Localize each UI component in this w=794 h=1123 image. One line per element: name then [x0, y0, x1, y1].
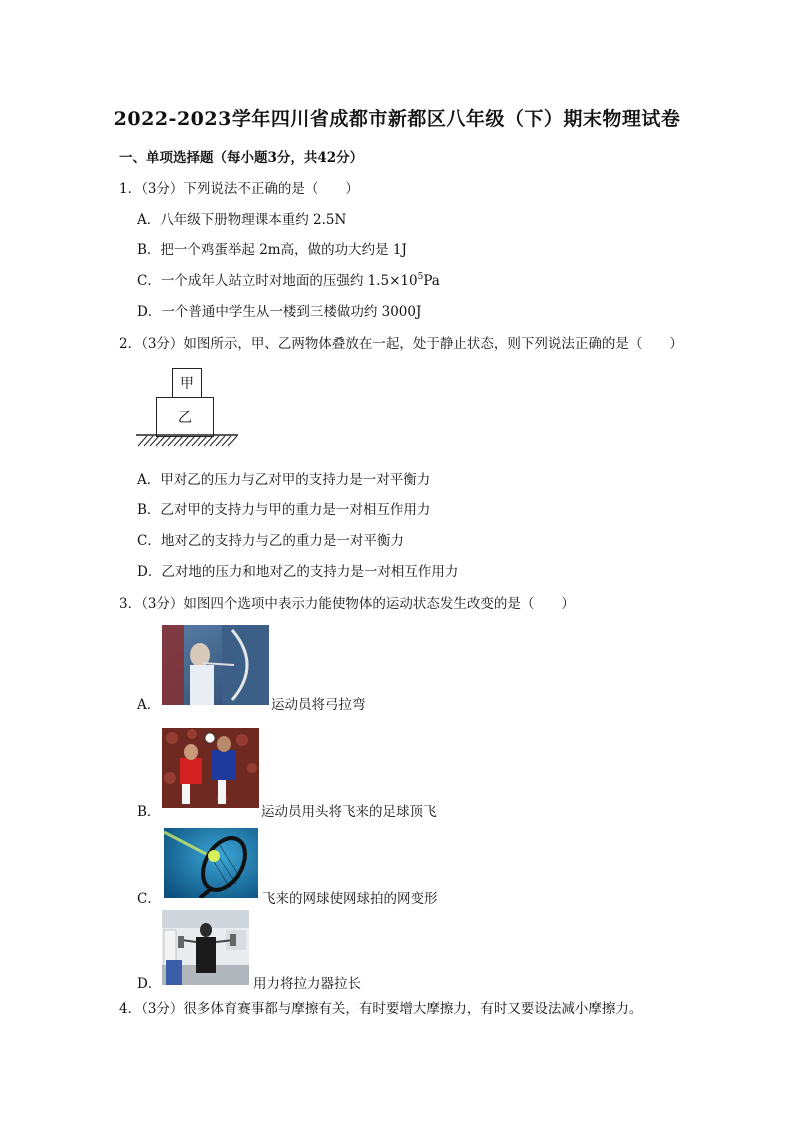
chest-expander-photo: [162, 910, 249, 985]
question-3-option-d-letter: D．: [137, 976, 162, 992]
block-yi: 乙: [156, 397, 214, 437]
question-3-option-d-text: 用力将拉力器拉长: [253, 976, 361, 992]
block-jia: 甲: [172, 368, 202, 398]
question-1-option-d: D．一个普通中学生从一楼到三楼做功约 3000J: [137, 304, 422, 320]
question-3-stem: 3．（3分）如图四个选项中表示力能使物体的运动状态发生改变的是（ ）: [119, 596, 575, 612]
page-title: 2022-2023学年四川省成都市新都区八年级（下）期末物理试卷: [113, 108, 681, 130]
question-3-option-a-letter: A．: [137, 697, 161, 713]
ground-hatching: [136, 434, 238, 448]
tennis-racket-photo: [164, 828, 258, 898]
section-heading: 一、单项选择题（每小题3分，共42分）: [119, 150, 364, 166]
question-2-option-d: D．乙对地的压力和地对乙的支持力是一对相互作用力: [137, 564, 459, 580]
question-4-stem: 4．（3分）很多体育赛事都与摩擦有关，有时要增大摩擦力，有时又要设法减小摩擦力。: [119, 1001, 643, 1017]
question-2-option-a: A．甲对乙的压力与乙对甲的支持力是一对平衡力: [137, 472, 431, 488]
question-3-option-c-text: 飞来的网球使网球拍的网变形: [262, 891, 438, 907]
football-header-photo: [162, 728, 259, 808]
archer-photo: [162, 625, 269, 705]
question-1-option-c: C．一个成年人站立时对地面的压强约 $1.5\times 10^5Pa$: [137, 272, 440, 289]
question-2-option-b: B．乙对甲的支持力与甲的重力是一对相互作用力: [137, 502, 431, 518]
question-1-option-a: A．八年级下册物理课本重约 2.5N: [137, 212, 347, 228]
question-3-option-a-text: 运动员将弓拉弯: [271, 697, 366, 713]
question-3-option-b-text: 运动员用头将飞来的足球顶飞: [261, 804, 437, 820]
question-1-option-b: B．把一个鸡蛋举起 2m高，做的功大约是 1J: [137, 242, 407, 258]
question-2-stem: 2．（3分）如图所示，甲、乙两物体叠放在一起，处于静止状态，则下列说法正确的是（ ）: [119, 336, 683, 352]
question-3-option-b-letter: B．: [137, 804, 161, 820]
question-2-option-c: C．地对乙的支持力与乙的重力是一对平衡力: [137, 533, 404, 549]
question-1-stem: 1．（3分）下列说法不正确的是（ ）: [119, 181, 359, 197]
question-3-option-c-letter: C．: [137, 891, 161, 907]
